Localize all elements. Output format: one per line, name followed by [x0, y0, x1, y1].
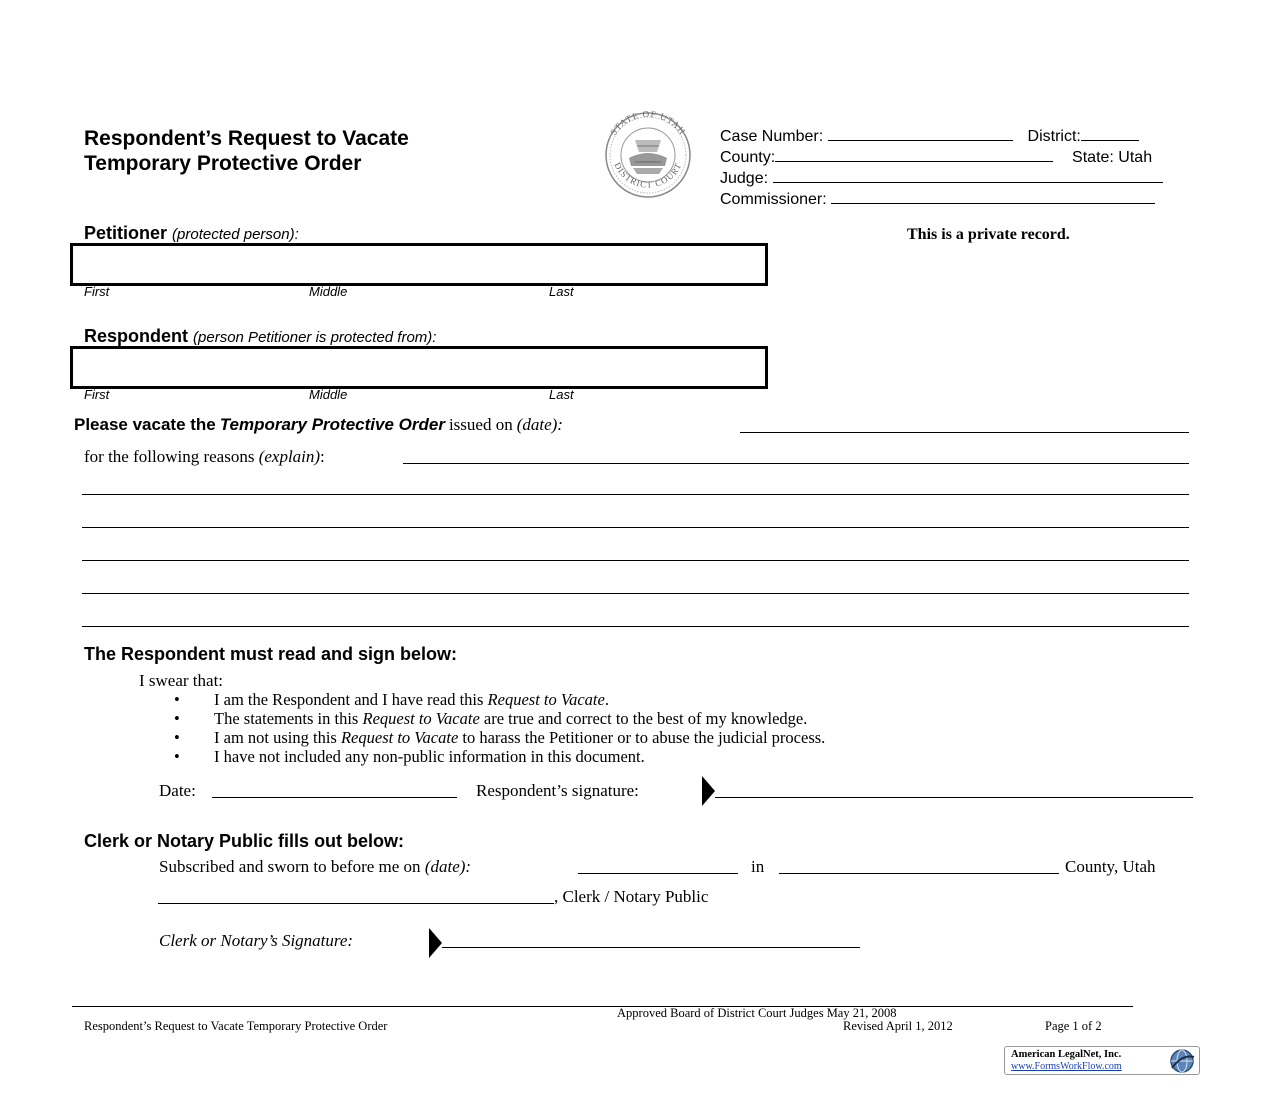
utah-district-court-seal: [585, 110, 711, 198]
respondent-first-label: First: [84, 387, 110, 402]
clerk-notary-label: , Clerk / Notary Public: [554, 887, 709, 906]
clerk-signature-label: Clerk or Notary’s Signature:: [159, 931, 354, 950]
clerk-in-label: in: [751, 857, 765, 876]
reasons-field-3[interactable]: [82, 527, 1189, 528]
petitioner-middle-label: Middle: [309, 284, 348, 299]
petitioner-note: (protected person):: [172, 226, 299, 243]
footer-revised: Revised April 1, 2012: [843, 1019, 953, 1033]
clerk-name-field[interactable]: [158, 903, 554, 904]
private-record-notice: This is a private record.: [907, 226, 1070, 243]
respondent-name-box[interactable]: [70, 346, 768, 389]
vacate-lead: Please vacate the: [74, 415, 216, 434]
county-label: County:: [720, 149, 776, 166]
oath-bullet-2: • The statements in this Request to Vacate are true and correct to the best of my knowledge.: [174, 709, 808, 728]
respondent-note: (person Petitioner is protected from):: [193, 329, 437, 346]
clerk-subscribed-line: [159, 857, 471, 877]
respondent-signature-field[interactable]: [715, 797, 1193, 798]
footer-form-name: Respondent’s Request to Vacate Temporary Protective Order: [84, 1019, 388, 1033]
reasons-line: [84, 447, 325, 467]
petitioner-last-label: Last: [549, 284, 574, 299]
vacate-date-hint: (date):: [516, 415, 563, 434]
oath-heading: The Respondent must read and sign below:: [84, 644, 458, 664]
reasons-field-2[interactable]: [82, 494, 1189, 495]
clerk-signature-arrow-icon: [429, 928, 442, 958]
petitioner-first-label: First: [84, 284, 110, 299]
seal-top-text: STATE OF UTAH: [608, 110, 688, 137]
vacate-issued-on: issued on: [448, 415, 513, 434]
respondent-last-label: Last: [549, 387, 574, 402]
vendor-badge[interactable]: [1004, 1046, 1200, 1075]
case-number-field[interactable]: [828, 126, 1013, 141]
form-title-line1: Respondent’s Request to Vacate: [84, 127, 409, 150]
district-field[interactable]: [1081, 126, 1139, 141]
county-field[interactable]: [775, 147, 1053, 162]
reasons-lead: for the following reasons: [84, 447, 255, 466]
respondent-date-label: Date:: [159, 781, 196, 800]
signature-arrow-icon: [702, 776, 715, 806]
district-label: District:: [1027, 128, 1081, 145]
commissioner-label: Commissioner:: [720, 191, 827, 208]
oath-bullet-3: • I am not using this Request to Vacate to harass the Petitioner or to abuse the judicial process.: [174, 728, 826, 747]
clerk-county-utah: County, Utah: [1065, 857, 1156, 876]
oath-swear: I swear that:: [139, 671, 224, 690]
footer-approved: Approved Board of District Court Judges May 21, 2008: [617, 1006, 897, 1020]
respondent-middle-label: Middle: [309, 387, 348, 402]
footer-page: Page 1 of 2: [1045, 1019, 1102, 1033]
clerk-signature-field[interactable]: [442, 947, 860, 948]
respondent-label: Respondent: [84, 326, 189, 346]
state-label: State: Utah: [1072, 149, 1153, 166]
case-number-label: Case Number:: [720, 128, 824, 145]
svg-text:STATE OF UTAH: [608, 110, 688, 137]
judge-label: Judge:: [720, 170, 769, 187]
reasons-field-4[interactable]: [82, 560, 1189, 561]
form-title-line2: Temporary Protective Order: [84, 152, 362, 175]
vendor-name: American LegalNet, Inc.: [1011, 1049, 1122, 1060]
clerk-subscribed-text: Subscribed and sworn to before me on: [159, 857, 421, 876]
vacate-request-line: [74, 415, 563, 435]
vendor-globe-icon: [1168, 1048, 1196, 1074]
oath-bullet-4: • I have not included any non-public information in this document.: [174, 747, 645, 766]
petitioner-name-box[interactable]: [70, 243, 768, 286]
clerk-date-hint: (date):: [424, 857, 472, 876]
judge-field[interactable]: [773, 168, 1163, 183]
respondent-date-field[interactable]: [212, 797, 457, 798]
clerk-date-field[interactable]: [578, 873, 738, 874]
form-title: [84, 126, 409, 176]
reasons-field-6[interactable]: [82, 626, 1189, 627]
commissioner-field[interactable]: [831, 189, 1155, 204]
respondent-signature-label: Respondent’s signature:: [476, 781, 639, 800]
reasons-field-5[interactable]: [82, 593, 1189, 594]
petitioner-label: Petitioner: [84, 223, 168, 243]
reasons-hint: (explain): [258, 447, 321, 466]
vacate-date-field[interactable]: [740, 432, 1189, 433]
reasons-field-1[interactable]: [403, 463, 1189, 464]
footer-rule: [72, 1006, 1133, 1007]
case-header: [720, 126, 1163, 210]
respondent-heading: [84, 326, 436, 347]
oath-bullet-1: • I am the Respondent and I have read this Request to Vacate.: [174, 690, 609, 709]
oath-list: [174, 690, 825, 766]
vendor-url[interactable]: www.FormsWorkFlow.com: [1011, 1061, 1122, 1072]
clerk-heading: Clerk or Notary Public fills out below:: [84, 831, 405, 851]
reasons-colon: :: [320, 447, 325, 466]
petitioner-heading: [84, 223, 299, 244]
vacate-order-name: Temporary Protective Order: [219, 415, 445, 434]
seal-bottom-text: DISTRICT COURT: [612, 160, 684, 190]
clerk-county-field[interactable]: [779, 873, 1059, 874]
